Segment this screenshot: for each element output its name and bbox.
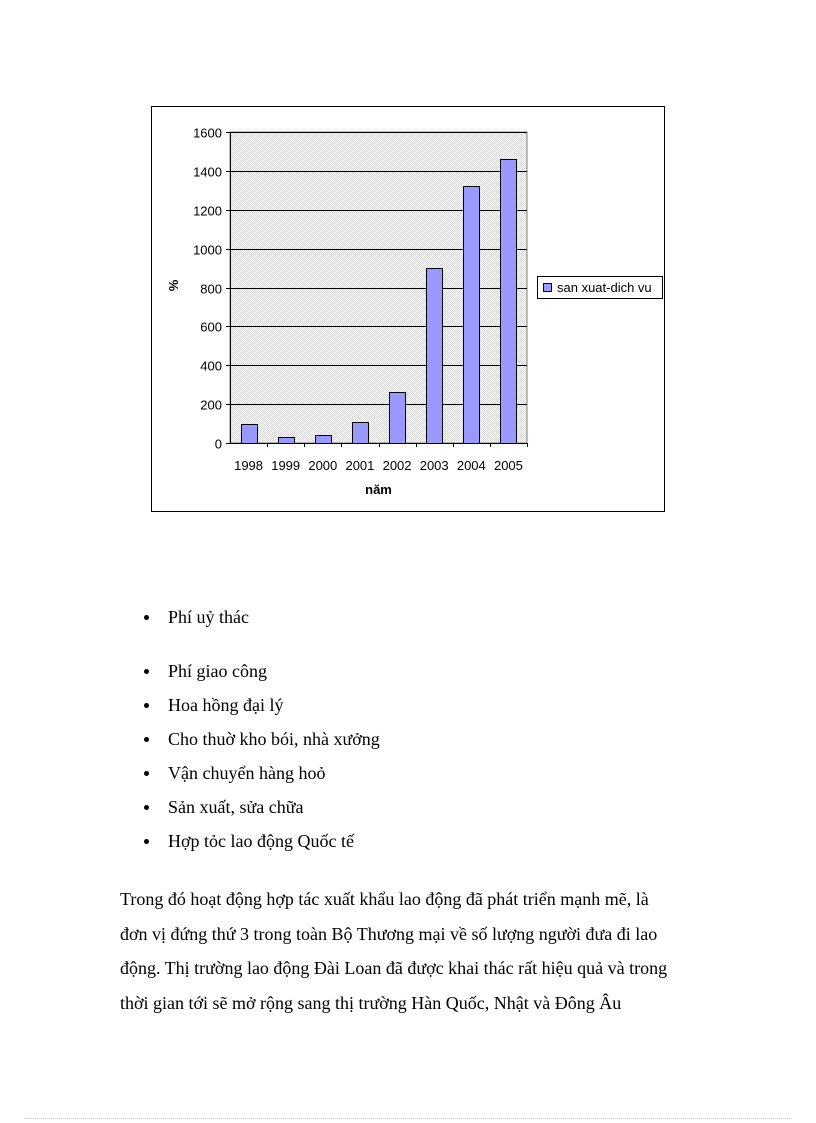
y-tick-label: 1400 [193, 164, 222, 180]
paragraph-line: thời gian tới sẽ mở rộng sang thị trường Hàn Quốc, Nhật và Đông Âu [120, 992, 622, 1013]
bullet-icon [144, 805, 149, 810]
list-item-text: Hoa hồng đại lý [168, 695, 284, 715]
bullet-icon [144, 839, 149, 844]
bar-2002 [390, 393, 406, 444]
list-item-text: Vận chuyển hàng hoỏ [168, 763, 326, 783]
y-tick-label: 600 [200, 319, 222, 335]
y-axis-label: % [166, 279, 181, 292]
x-tick-label: 1998 [234, 458, 264, 473]
bullet-icon [144, 737, 149, 742]
x-tick-label: 2005 [493, 458, 523, 473]
x-tick-label: 2004 [456, 458, 486, 473]
x-tick-label: 1999 [271, 458, 301, 473]
bar-2001 [353, 423, 369, 444]
y-tick-label: 0 [214, 436, 222, 452]
paragraph-line: Trong đó hoạt động hợp tác xuất khẩu lao động đã phát triển mạnh mẽ, là [120, 889, 649, 909]
y-tick-label: 1000 [193, 242, 222, 258]
x-axis-label: năm [365, 482, 392, 497]
bullet-icon [144, 615, 149, 620]
bar-2000 [316, 436, 332, 444]
bullet-list-first [0, 606, 249, 628]
y-tick-label: 1600 [193, 125, 222, 141]
bullet-list-second [0, 660, 380, 864]
x-tick-label: 2002 [382, 458, 412, 473]
list-item [0, 694, 380, 716]
bar-1998 [242, 425, 258, 444]
y-tick-label: 800 [200, 281, 222, 297]
bar-2003 [427, 269, 443, 444]
y-tick-label: 1200 [193, 203, 222, 219]
list-item-text: Hợp tỏc lao động Quốc tế [168, 831, 354, 851]
x-tick-label: 2000 [308, 458, 338, 473]
list-item [0, 660, 380, 682]
list-item [0, 762, 380, 784]
list-item-text: Phí giao công [168, 661, 267, 681]
bar-chart [152, 107, 666, 513]
bar-2004 [464, 187, 480, 444]
list-item [0, 796, 380, 818]
paragraph-line: đơn vị đứng thứ 3 trong toàn Bộ Thương mại về số lượng người đưa đi lao [120, 923, 658, 944]
y-tick-label: 200 [200, 397, 222, 413]
plot-area [230, 132, 527, 443]
list-item-text: Cho thuờ kho bói, nhà xưởng [168, 729, 380, 749]
bullet-icon [144, 669, 149, 674]
legend-swatch [544, 284, 552, 292]
list-item [0, 728, 380, 750]
x-tick-label: 2003 [419, 458, 449, 473]
list-item-text: Phí uỷ thác [168, 607, 249, 627]
x-tick-label: 2001 [345, 458, 375, 473]
bar-2005 [501, 160, 517, 444]
body-paragraph [120, 882, 710, 1020]
bar-1999 [279, 438, 295, 444]
bar-chart-frame [151, 106, 665, 512]
bullet-icon [144, 771, 149, 776]
paragraph-line: động. Thị trường lao động Đài Loan đã được khai thác rất hiệu quả và trong [120, 958, 668, 978]
bullet-icon [144, 703, 149, 708]
list-item [0, 830, 380, 852]
y-tick-label: 400 [200, 358, 222, 374]
list-item [0, 606, 249, 628]
list-item-text: Sản xuất, sửa chữa [168, 797, 304, 817]
legend-label: san xuat-dich vu [557, 280, 652, 295]
page-bottom-rule [24, 1118, 792, 1119]
